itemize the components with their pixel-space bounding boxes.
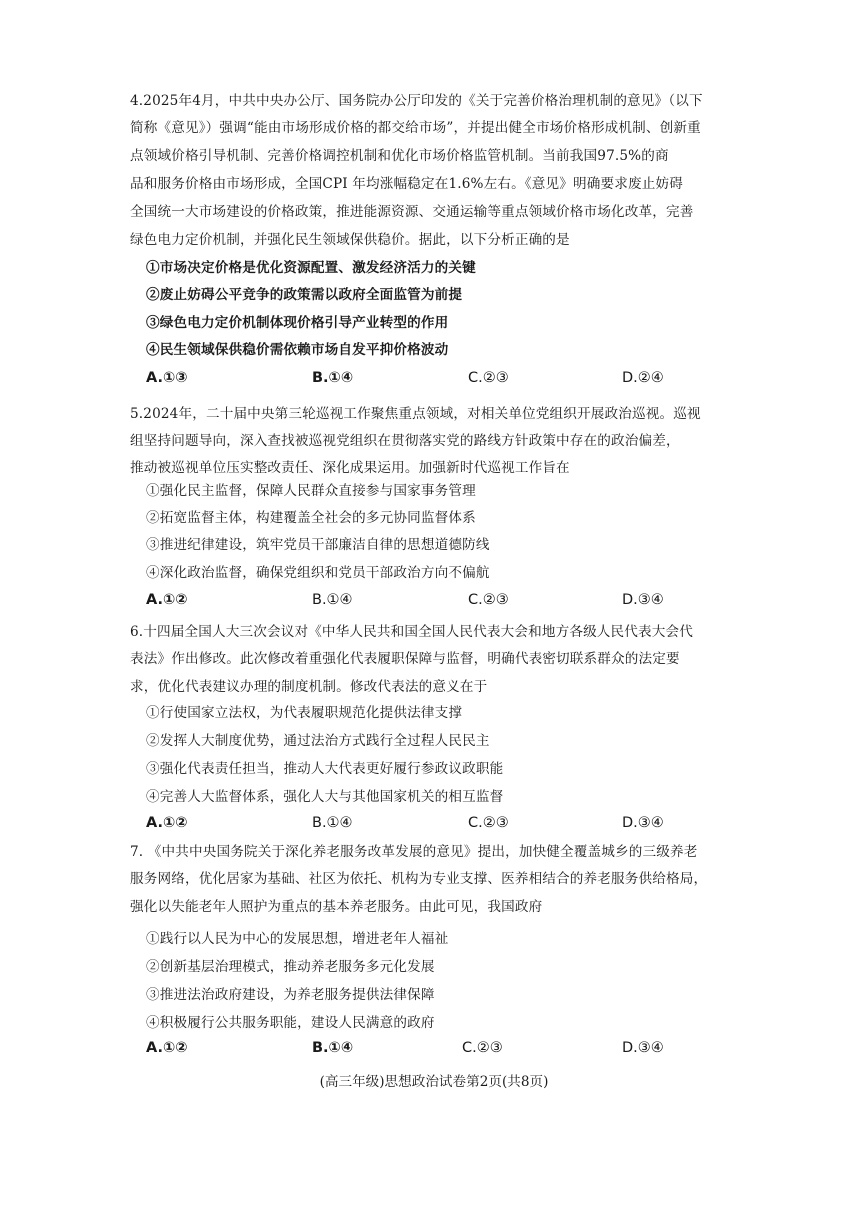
option-c: C.②③ bbox=[462, 1040, 503, 1056]
option-b: B.①④ bbox=[312, 815, 353, 831]
question-4-stem-line: 4.2025年4月，中共中央办公厅、国务院办公厅印发的《关于完善价格治理机制的意见》（以下 bbox=[130, 93, 703, 109]
option-a: A.①② bbox=[146, 815, 188, 831]
question-6-statement: ①行使国家立法权，为代表履职规范化提供法律支撑 bbox=[146, 705, 463, 721]
question-5-statement: ③推进纪律建设，筑牢党员干部廉洁自律的思想道德防线 bbox=[146, 537, 490, 553]
question-6-statement: ③强化代表责任担当，推动人大代表更好履行参政议政职能 bbox=[146, 761, 504, 777]
question-5-statement: ④深化政治监督，确保党组织和党员干部政治方向不偏航 bbox=[146, 565, 490, 581]
option-a: A.①② bbox=[146, 592, 188, 608]
question-4-stem-line: 品和服务价格由市场形成，全国CPI 年均涨幅稳定在1.6%左右。《意见》明确要求废止妨碍 bbox=[130, 176, 683, 192]
question-6-stem-line: 6.十四届全国人大三次会议对《中华人民共和国全国人民代表大会和地方各级人民代表大会代 bbox=[130, 624, 694, 640]
option-d: D.③④ bbox=[622, 815, 664, 831]
question-6-stem-line: 求，优化代表建议办理的制度机制。修改代表法的意义在于 bbox=[130, 679, 488, 695]
question-6-stem-line: 表法》作出修改。此次修改着重强化代表履职保障与监督，明确代表密切联系群众的法定要 bbox=[130, 651, 680, 667]
question-7-stem-line: 服务网络，优化居家为基础、社区为依托、机构为专业支撑、医养相结合的养老服务供给格局， bbox=[130, 871, 708, 887]
option-b: B.①④ bbox=[312, 370, 354, 386]
question-4-statement: ①市场决定价格是优化资源配置、激发经济活力的关键 bbox=[146, 260, 476, 276]
option-a: A.①② bbox=[146, 1040, 188, 1056]
question-4-stem-line: 点领域价格引导机制、完善价格调控机制和优化市场价格监管机制。当前我国97.5%的商 bbox=[130, 148, 669, 164]
question-6-statement: ④完善人大监督体系，强化人大与其他国家机关的相互监督 bbox=[146, 789, 504, 805]
option-c: C.②③ bbox=[468, 815, 509, 831]
question-7-stem-line: 强化以失能老年人照护为重点的基本养老服务。由此可见，我国政府 bbox=[130, 899, 543, 915]
question-5-stem-line: 5.2024年，二十届中央第三轮巡视工作聚焦重点领域，对相关单位党组织开展政治巡视。巡视 bbox=[130, 406, 701, 422]
question-4-statement: ③绿色电力定价机制体现价格引导产业转型的作用 bbox=[146, 315, 449, 331]
page-footer: (高三年级)思想政治试卷第2页(共8页) bbox=[319, 1074, 549, 1090]
question-7-statement: ①践行以人民为中心的发展思想，增进老年人福祉 bbox=[146, 931, 449, 947]
question-4-stem-line: 简称《意见》）强调“能由市场形成价格的都交给市场”，并提出健全市场价格形成机制、创新重 bbox=[130, 120, 701, 136]
question-7-statement: ④积极履行公共服务职能，建设人民满意的政府 bbox=[146, 1015, 435, 1031]
option-d: D.③④ bbox=[622, 592, 664, 608]
question-6-statement: ②发挥人大制度优势，通过法治方式践行全过程人民民主 bbox=[146, 733, 490, 749]
question-4-stem-line: 全国统一大市场建设的价格政策，推进能源资源、交通运输等重点领域价格市场化改革，完善 bbox=[130, 204, 694, 220]
option-d: D.②④ bbox=[622, 370, 664, 386]
question-7-stem-line: 7. 《中共中央国务院关于深化养老服务改革发展的意见》提出，加快健全覆盖城乡的三级养老 bbox=[130, 844, 698, 860]
option-a: A.①③ bbox=[146, 370, 188, 386]
question-5-statement: ②拓宽监督主体，构建覆盖全社会的多元协同监督体系 bbox=[146, 510, 476, 526]
option-b: B.①④ bbox=[312, 592, 353, 608]
option-d: D.③④ bbox=[622, 1040, 664, 1056]
question-5-statement: ①强化民主监督，保障人民群众直接参与国家事务管理 bbox=[146, 483, 476, 499]
option-c: C.②③ bbox=[468, 370, 509, 386]
option-c: C.②③ bbox=[468, 592, 509, 608]
option-b: B.①④ bbox=[312, 1040, 354, 1056]
question-4-statement: ②废止妨碍公平竞争的政策需以政府全面监管为前提 bbox=[146, 287, 463, 303]
question-5-stem-line: 推动被巡视单位压实整改责任、深化成果运用。加强新时代巡视工作旨在 bbox=[130, 460, 570, 476]
question-7-statement: ②创新基层治理模式，推动养老服务多元化发展 bbox=[146, 959, 435, 975]
question-4-statement: ④民生领域保供稳价需依赖市场自发平抑价格波动 bbox=[146, 342, 449, 358]
question-4-stem-line: 绿色电力定价机制，并强化民生领域保供稳价。据此，以下分析正确的是 bbox=[130, 232, 570, 248]
question-5-stem-line: 组坚持问题导向，深入查找被巡视党组织在贯彻落实党的路线方针政策中存在的政治偏差， bbox=[130, 433, 680, 449]
question-7-statement: ③推进法治政府建设，为养老服务提供法律保障 bbox=[146, 987, 435, 1003]
